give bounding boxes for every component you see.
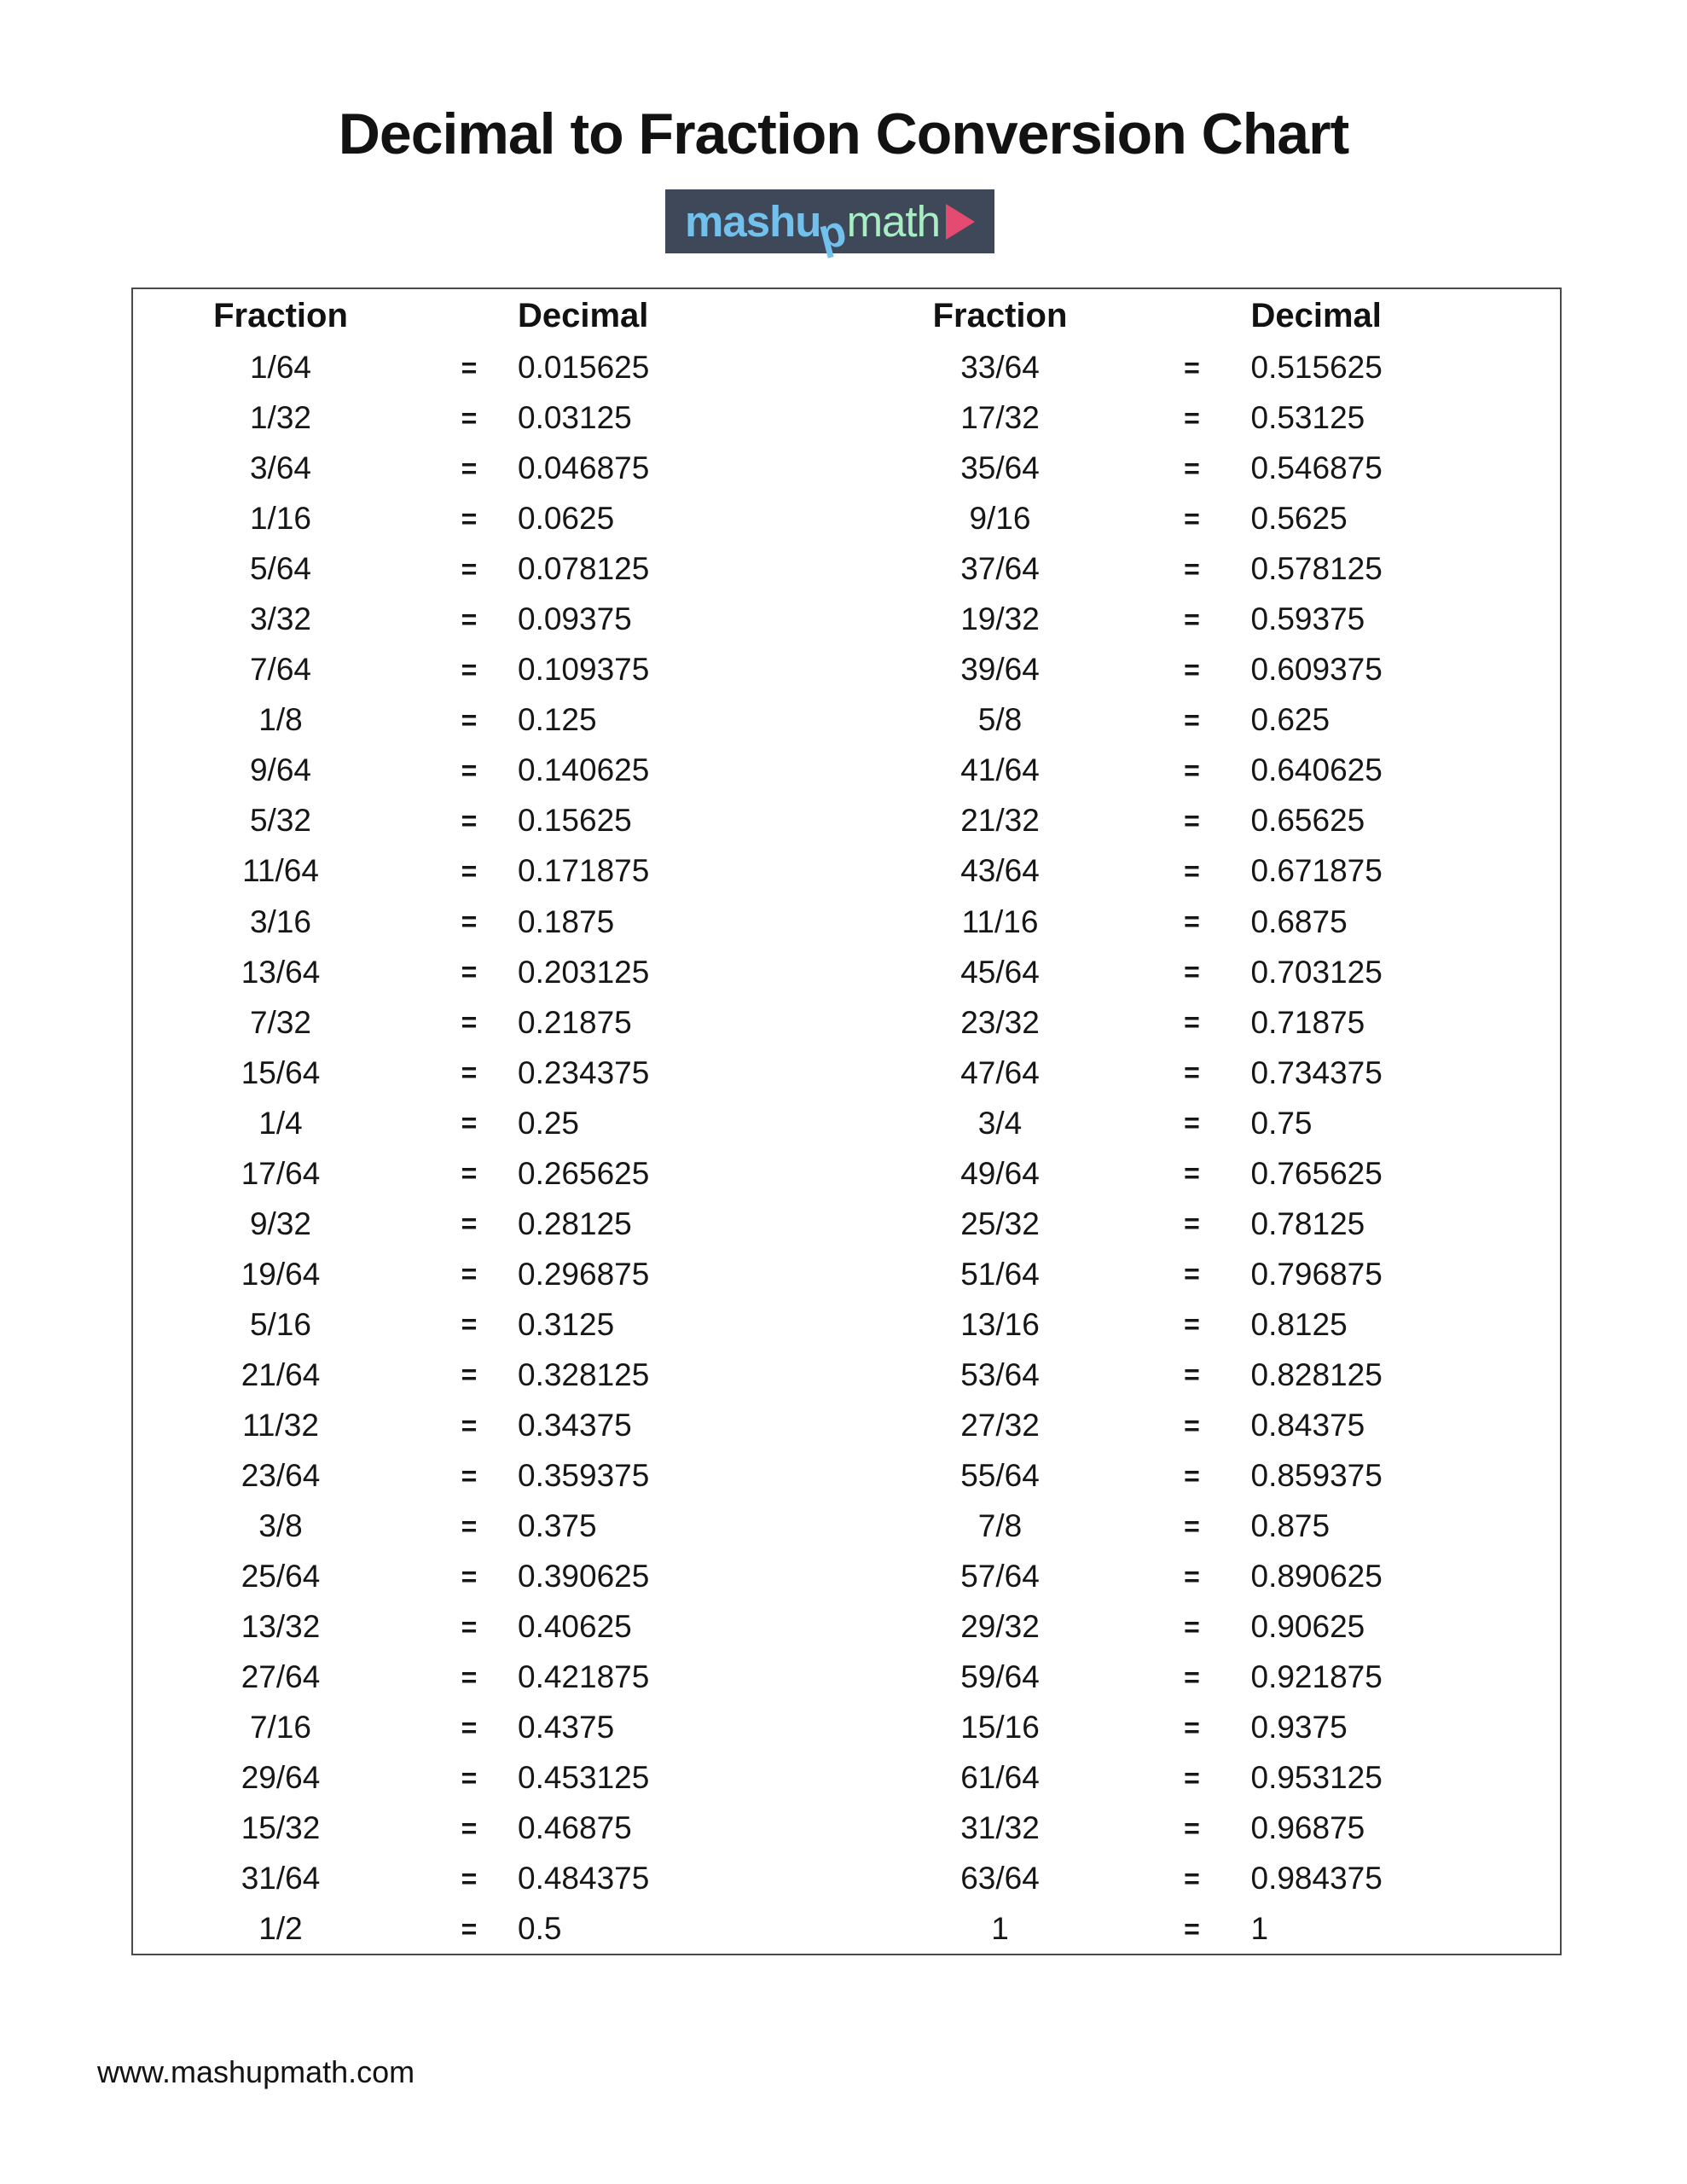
- decimal-value: 0.03125: [518, 400, 632, 436]
- decimal-value: 0.96875: [1250, 1810, 1365, 1846]
- fraction-value: 55/64: [960, 1458, 1040, 1494]
- fraction-value: 61/64: [960, 1760, 1040, 1796]
- decimal-value: 0.3125: [518, 1306, 615, 1342]
- decimal-value: 0.046875: [518, 450, 650, 486]
- fraction-value: 29/64: [241, 1760, 321, 1796]
- equals-sign: =: [1184, 402, 1200, 433]
- decimal-value: 0.546875: [1250, 450, 1383, 486]
- decimal-value: 0.6875: [1250, 903, 1348, 939]
- fraction-value: 27/32: [960, 1408, 1040, 1443]
- decimal-value: 0.5: [518, 1911, 562, 1947]
- equals-sign: =: [1184, 855, 1200, 886]
- decimal-value: 0.640625: [1250, 752, 1383, 788]
- equals-sign: =: [461, 1862, 478, 1894]
- decimal-value: 0.5625: [1250, 501, 1348, 537]
- fraction-value: 15/16: [960, 1710, 1040, 1745]
- equals-sign: =: [461, 1359, 478, 1391]
- mashupmath-logo: [665, 189, 994, 259]
- fraction-value: 51/64: [960, 1256, 1040, 1292]
- decimal-value: 0.203125: [518, 954, 650, 990]
- fraction-value: 37/64: [960, 551, 1040, 587]
- decimal-value: 0.703125: [1250, 954, 1383, 990]
- fraction-value: 27/64: [241, 1659, 321, 1695]
- play-triangle-icon: [946, 204, 975, 240]
- decimal-value: 0.28125: [518, 1205, 632, 1241]
- fraction-value: 63/64: [960, 1861, 1040, 1896]
- equals-sign: =: [461, 956, 478, 988]
- equals-sign: =: [461, 502, 478, 534]
- column-header-decimal: Decimal: [518, 297, 649, 334]
- decimal-value: 0.140625: [518, 752, 650, 788]
- decimal-value: 0.875: [1250, 1508, 1330, 1544]
- decimal-value: 0.59375: [1250, 601, 1365, 637]
- decimal-value: 0.71875: [1250, 1004, 1365, 1040]
- column-header-fraction: Fraction: [213, 297, 348, 334]
- fraction-value: 1: [991, 1911, 1009, 1947]
- equals-sign: =: [461, 452, 478, 484]
- decimal-value: 0.578125: [1250, 551, 1383, 587]
- equals-sign: =: [461, 1460, 478, 1491]
- equals-sign: =: [461, 1812, 478, 1844]
- equals-sign: =: [1184, 1158, 1200, 1189]
- fraction-value: 3/16: [249, 903, 311, 939]
- fraction-value: 11/16: [961, 903, 1039, 939]
- fraction-value: 35/64: [960, 450, 1040, 486]
- fraction-value: 5/8: [977, 702, 1023, 738]
- fraction-value: 3/32: [249, 601, 311, 637]
- fraction-value: 19/32: [960, 601, 1040, 637]
- decimal-value: 0.25: [518, 1105, 580, 1141]
- equals-sign: =: [1184, 704, 1200, 735]
- decimal-value: 0.34375: [518, 1408, 632, 1443]
- fraction-value: 1/2: [258, 1911, 303, 1947]
- fraction-value: 31/32: [960, 1810, 1040, 1846]
- decimal-value: 0.015625: [518, 350, 650, 386]
- fraction-value: 1/16: [249, 501, 311, 537]
- decimal-value: 0.890625: [1250, 1559, 1383, 1594]
- equals-sign: =: [1184, 1762, 1200, 1793]
- equals-sign: =: [1184, 1007, 1200, 1038]
- fraction-value: 13/16: [960, 1306, 1040, 1342]
- equals-sign: =: [461, 553, 478, 584]
- fraction-value: 17/64: [241, 1155, 321, 1191]
- equals-sign: =: [461, 1560, 478, 1592]
- logo-text-mashu: mashu: [685, 197, 821, 246]
- equals-sign: =: [461, 1611, 478, 1642]
- equals-sign: =: [1184, 754, 1200, 786]
- decimal-value: 0.40625: [518, 1609, 632, 1645]
- equals-sign: =: [461, 906, 478, 938]
- fraction-value: 1/32: [249, 400, 311, 436]
- fraction-value: 43/64: [960, 853, 1040, 889]
- equals-sign: =: [1184, 1409, 1200, 1441]
- fraction-value: 39/64: [960, 652, 1040, 688]
- fraction-value: 19/64: [241, 1256, 321, 1292]
- fraction-value: 7/16: [249, 1710, 311, 1745]
- equals-sign: =: [1184, 553, 1200, 584]
- equals-sign: =: [1184, 1812, 1200, 1844]
- equals-sign: =: [461, 1711, 478, 1743]
- fraction-value: 7/32: [249, 1004, 311, 1040]
- website-url: www.mashupmath.com: [97, 2054, 415, 2089]
- equals-sign: =: [1184, 1661, 1200, 1693]
- equals-sign: =: [461, 1258, 478, 1290]
- equals-sign: =: [461, 1158, 478, 1189]
- equals-sign: =: [461, 1762, 478, 1793]
- fraction-value: 9/16: [969, 501, 1031, 537]
- decimal-value: 0.78125: [1250, 1205, 1365, 1241]
- column-header-fraction: Fraction: [932, 297, 1068, 334]
- equals-sign: =: [1184, 653, 1200, 685]
- decimal-value: 0.375: [518, 1508, 597, 1544]
- fraction-value: 31/64: [241, 1861, 321, 1896]
- table-right-half: [847, 289, 1561, 1954]
- fraction-value: 45/64: [960, 954, 1040, 990]
- decimal-value: 0.359375: [518, 1458, 650, 1494]
- fraction-value: 13/64: [241, 954, 321, 990]
- logo-wordmark: [685, 197, 940, 259]
- decimal-value: 0.953125: [1250, 1760, 1383, 1796]
- equals-sign: =: [1184, 804, 1200, 836]
- decimal-value: 0.8125: [1250, 1306, 1348, 1342]
- fraction-value: 1/8: [258, 702, 303, 738]
- fraction-value: 3/64: [249, 450, 311, 486]
- decimal-value: 0.078125: [518, 551, 650, 587]
- equals-sign: =: [461, 704, 478, 735]
- decimal-value: 0.21875: [518, 1004, 632, 1040]
- equals-sign: =: [461, 804, 478, 836]
- fraction-value: 41/64: [960, 752, 1040, 788]
- decimal-value: 0.109375: [518, 652, 650, 688]
- decimal-value: 0.53125: [1250, 400, 1365, 436]
- equals-sign: =: [461, 1208, 478, 1240]
- fraction-value: 13/32: [241, 1609, 321, 1645]
- equals-sign: =: [1184, 1862, 1200, 1894]
- decimal-value: 0.734375: [1250, 1054, 1383, 1090]
- equals-sign: =: [461, 1409, 478, 1441]
- fraction-value: 5/64: [249, 551, 311, 587]
- decimal-value: 0.515625: [1250, 350, 1383, 386]
- fraction-value: 59/64: [960, 1659, 1040, 1695]
- equals-sign: =: [1184, 1057, 1200, 1089]
- equals-sign: =: [461, 402, 478, 433]
- equals-sign: =: [1184, 1510, 1200, 1542]
- equals-sign: =: [461, 1661, 478, 1693]
- decimal-value: 0.75: [1250, 1105, 1313, 1141]
- equals-sign: =: [1184, 956, 1200, 988]
- fraction-value: 25/32: [960, 1205, 1040, 1241]
- fraction-value: 21/64: [241, 1356, 321, 1392]
- equals-sign: =: [461, 1510, 478, 1542]
- table-left-half: [133, 289, 847, 1954]
- equals-sign: =: [1184, 1913, 1200, 1944]
- equals-sign: =: [461, 754, 478, 786]
- fraction-value: 9/64: [249, 752, 311, 788]
- decimal-value: 0.15625: [518, 803, 632, 839]
- fraction-value: 25/64: [241, 1559, 321, 1594]
- equals-sign: =: [1184, 1309, 1200, 1340]
- logo-text-dropped-p: p: [813, 206, 852, 259]
- decimal-value: 0.171875: [518, 853, 650, 889]
- fraction-value: 23/64: [241, 1458, 321, 1494]
- decimal-value: 0.1875: [518, 903, 615, 939]
- decimal-value: 0.453125: [518, 1760, 650, 1796]
- fraction-value: 15/32: [241, 1810, 321, 1846]
- fraction-value: 17/32: [960, 400, 1040, 436]
- fraction-value: 9/32: [249, 1205, 311, 1241]
- page-title: Decimal to Fraction Conversion Chart: [338, 102, 1349, 166]
- equals-sign: =: [461, 1057, 478, 1089]
- fraction-value: 5/32: [249, 803, 311, 839]
- decimal-value: 0.234375: [518, 1054, 650, 1090]
- fraction-value: 23/32: [960, 1004, 1040, 1040]
- decimal-value: 0.84375: [1250, 1408, 1365, 1443]
- decimal-value: 0.609375: [1250, 652, 1383, 688]
- fraction-value: 33/64: [960, 350, 1040, 386]
- decimal-value: 0.625: [1250, 702, 1330, 738]
- decimal-value: 0.9375: [1250, 1710, 1348, 1745]
- equals-sign: =: [1184, 906, 1200, 938]
- decimal-value: 0.265625: [518, 1155, 650, 1191]
- equals-sign: =: [1184, 351, 1200, 383]
- equals-sign: =: [461, 603, 478, 635]
- equals-sign: =: [1184, 1460, 1200, 1491]
- fraction-value: 29/32: [960, 1609, 1040, 1645]
- decimal-value: 0.984375: [1250, 1861, 1383, 1896]
- equals-sign: =: [1184, 1258, 1200, 1290]
- equals-sign: =: [461, 351, 478, 383]
- fraction-value: 11/64: [242, 853, 319, 889]
- equals-sign: =: [461, 1309, 478, 1340]
- fraction-value: 7/8: [977, 1508, 1023, 1544]
- decimal-value: 0.90625: [1250, 1609, 1365, 1645]
- decimal-value: 0.484375: [518, 1861, 650, 1896]
- decimal-value: 0.4375: [518, 1710, 615, 1745]
- fraction-value: 5/16: [249, 1306, 311, 1342]
- decimal-value: 0.921875: [1250, 1659, 1383, 1695]
- decimal-value: 0.421875: [518, 1659, 650, 1695]
- decimal-value: 0.125: [518, 702, 597, 738]
- equals-sign: =: [1184, 1107, 1200, 1139]
- equals-sign: =: [1184, 452, 1200, 484]
- decimal-value: 1: [1250, 1911, 1269, 1947]
- fraction-value: 1/4: [258, 1105, 303, 1141]
- decimal-value: 0.390625: [518, 1559, 650, 1594]
- fraction-value: 7/64: [249, 652, 311, 688]
- decimal-value: 0.859375: [1250, 1458, 1383, 1494]
- fraction-value: 53/64: [960, 1356, 1040, 1392]
- fraction-value: 15/64: [241, 1054, 321, 1090]
- fraction-value: 3/8: [258, 1508, 303, 1544]
- equals-sign: =: [1184, 502, 1200, 534]
- column-header-decimal: Decimal: [1250, 297, 1382, 334]
- equals-sign: =: [1184, 1359, 1200, 1391]
- equals-sign: =: [1184, 603, 1200, 635]
- equals-sign: =: [1184, 1208, 1200, 1240]
- decimal-value: 0.671875: [1250, 853, 1383, 889]
- equals-sign: =: [1184, 1611, 1200, 1642]
- conversion-table: [131, 288, 1562, 1955]
- decimal-value: 0.296875: [518, 1256, 650, 1292]
- decimal-value: 0.0625: [518, 501, 615, 537]
- fraction-value: 57/64: [960, 1559, 1040, 1594]
- fraction-value: 1/64: [249, 350, 311, 386]
- equals-sign: =: [1184, 1711, 1200, 1743]
- decimal-value: 0.796875: [1250, 1256, 1383, 1292]
- fraction-value: 21/32: [960, 803, 1040, 839]
- decimal-value: 0.46875: [518, 1810, 632, 1846]
- fraction-value: 11/32: [242, 1408, 319, 1443]
- decimal-value: 0.65625: [1250, 803, 1365, 839]
- equals-sign: =: [461, 1007, 478, 1038]
- equals-sign: =: [461, 1913, 478, 1944]
- logo-text-math: math: [846, 197, 940, 246]
- decimal-value: 0.828125: [1250, 1356, 1383, 1392]
- equals-sign: =: [461, 855, 478, 886]
- equals-sign: =: [461, 653, 478, 685]
- fraction-value: 3/4: [977, 1105, 1023, 1141]
- decimal-value: 0.765625: [1250, 1155, 1383, 1191]
- decimal-value: 0.09375: [518, 601, 632, 637]
- decimal-value: 0.328125: [518, 1356, 650, 1392]
- fraction-value: 47/64: [960, 1054, 1040, 1090]
- fraction-value: 49/64: [960, 1155, 1040, 1191]
- equals-sign: =: [1184, 1560, 1200, 1592]
- equals-sign: =: [461, 1107, 478, 1139]
